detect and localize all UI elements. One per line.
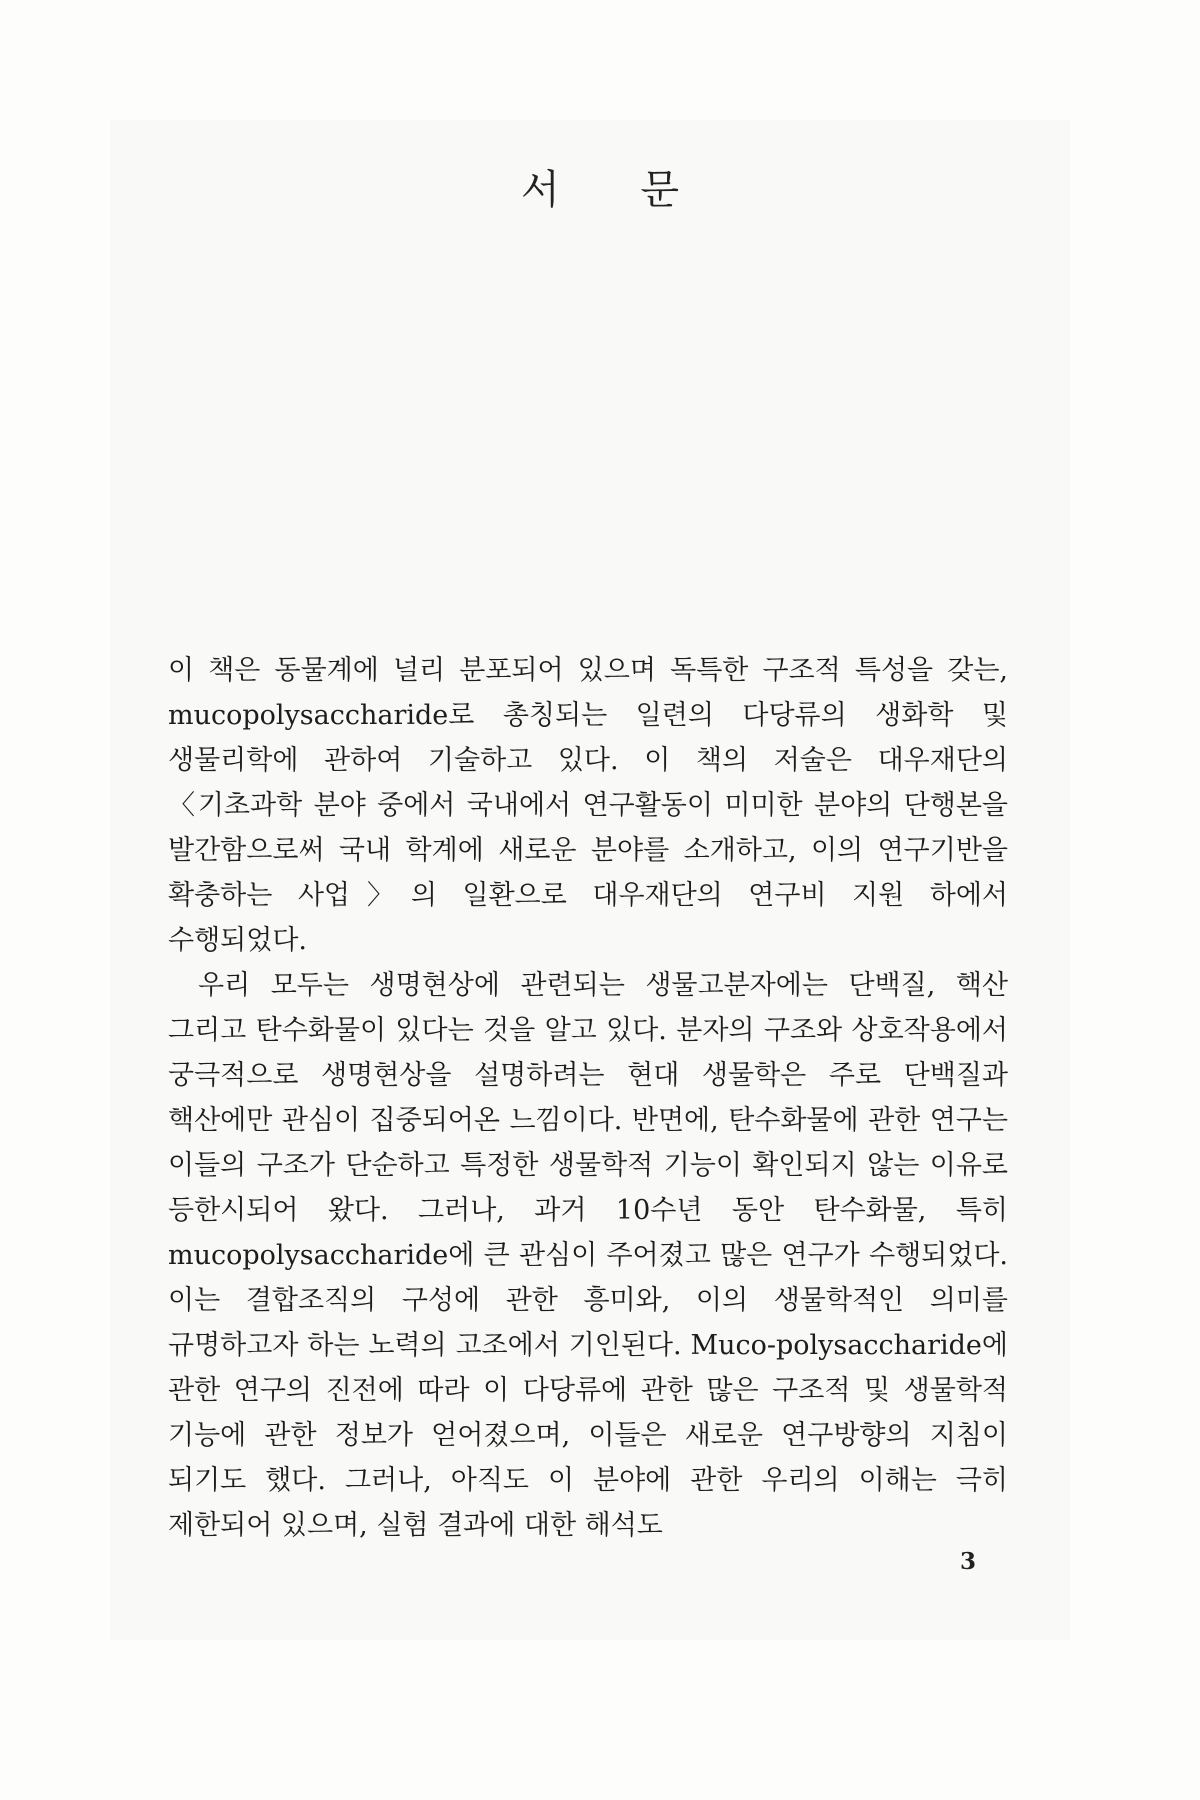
page-number: 3 <box>960 1548 977 1575</box>
paragraph-2: 우리 모두는 생명현상에 관련되는 생물고분자에는 단백질, 핵산 그리고 탄수화물이 있다는 것을 알고 있다. 분자의 구조와 상호작용에서 궁극적으로 생명현상을 설명하려는 현대 생물학은 주로 단백질과 핵산에만 관심이 집중되어온 느낌이다. 반면에, 탄수화물에 관한 연구는 이들의 구조가 단순하고 특정한 생물학적 기능이 확인되지 않는 이유로 등한시되어 왔다. 그러나, 과거 10수년 동안 탄수화물, 특히 mucopolysaccharide에 큰 관심이 주어졌고 많은 연구가 수행되었다. 이는 결합조직의 구성에 관한 흥미와, 이의 생물학적인 의미를 규명하고자 하는 노력의 고조에서 기인된다. Muco-polysaccharide에 관한 연구의 진전에 따라 이 다당류에 관한 많은 구조적 및 생물학적 기능에 관한 정보가 얻어졌으며, 이들은 새로운 연구방향의 지침이 되기도 했다. 그러나, 아직도 이 분야에 관한 우리의 이해는 극히 제한되어 있으며, 실험 결과에 대한 해석도 <box>168 970 1008 1541</box>
paragraph-1: 이 책은 동물계에 널리 분포되어 있으며 독특한 구조적 특성을 갖는, mucopolysaccharide로 총칭되는 일련의 다당류의 생화학 및 생물리학에 관하여 기술하고 있다. 이 책의 저술은 대우재단의 〈기초과학 분야 중에서 국내에서 연구활동이 미미한 분야의 단행본을 발간함으로써 국내 학계에 새로운 분야를 소개하고, 이의 연구기반을 확충하는 사업〉의 일환으로 대우재단의 연구비 지원 하에서 수행되었다. <box>168 655 1008 956</box>
body-text <box>168 648 1008 1548</box>
page-title: 서 문 <box>521 167 713 213</box>
